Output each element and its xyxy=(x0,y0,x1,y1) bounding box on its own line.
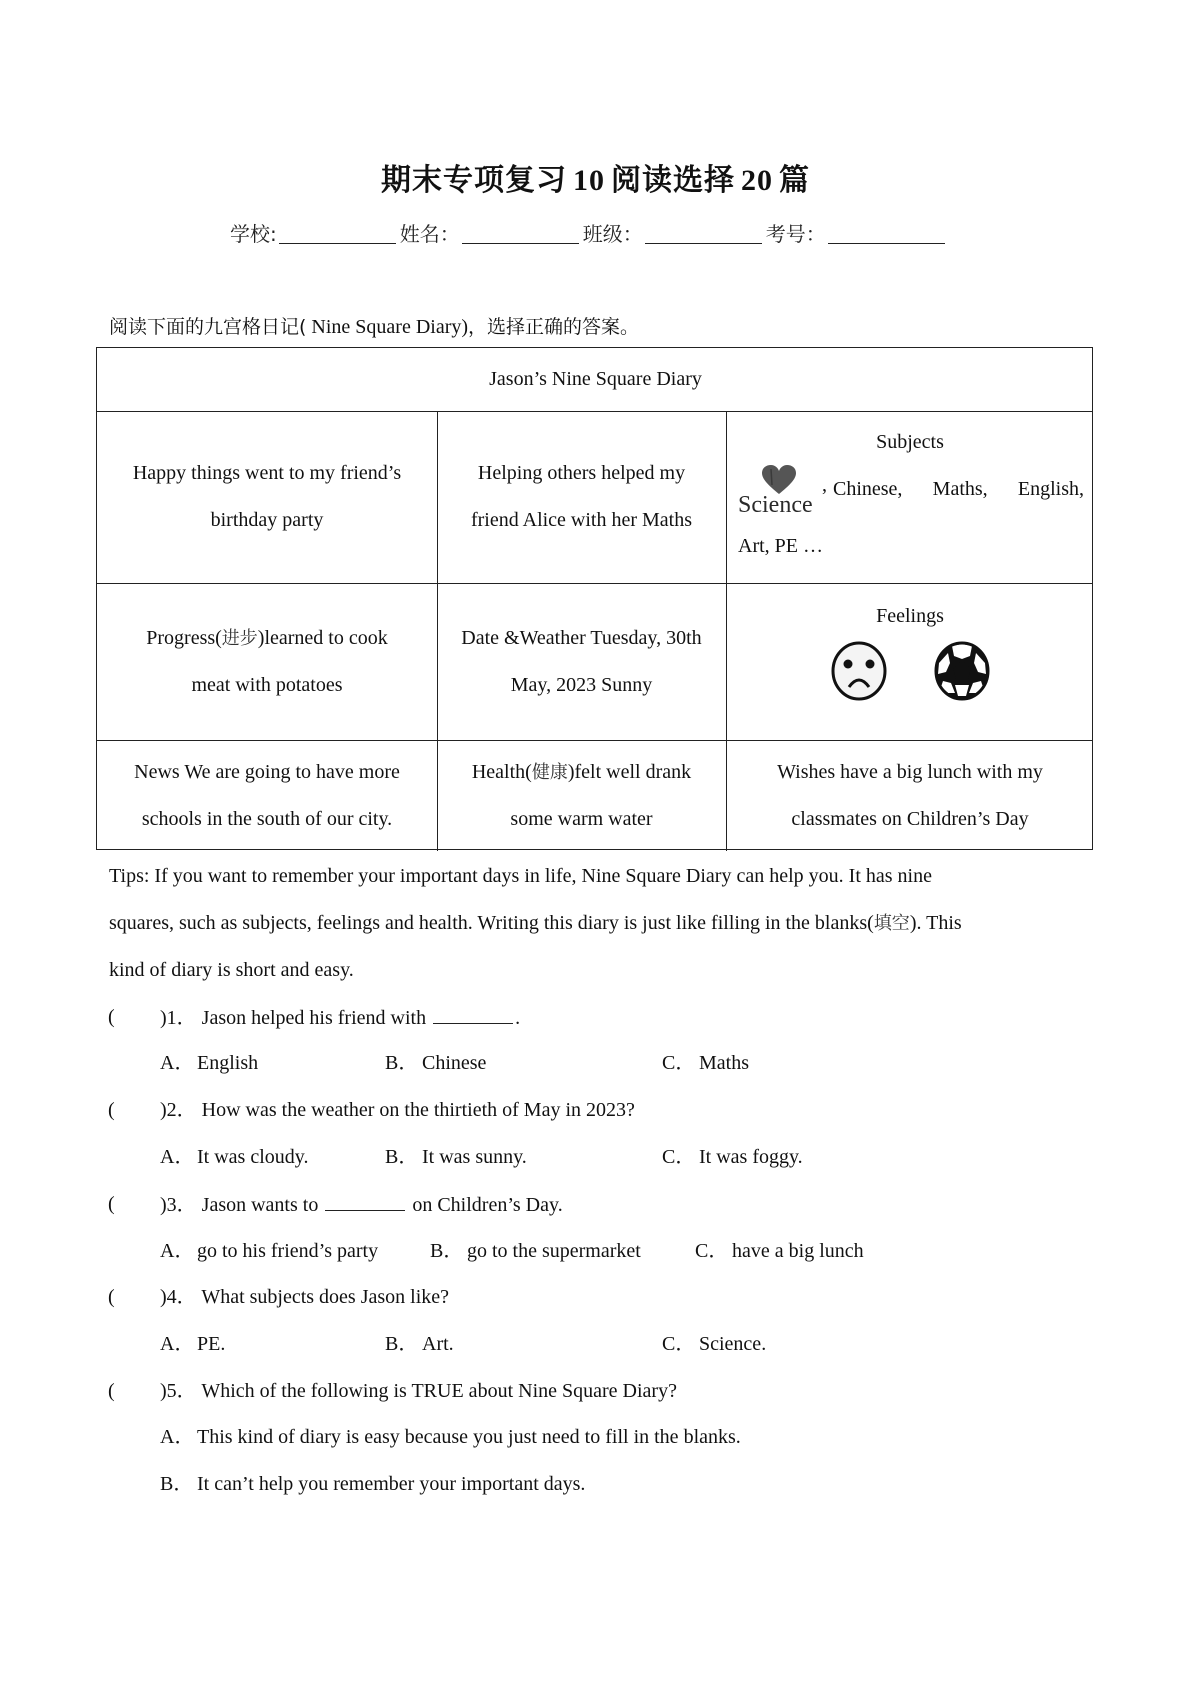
diary-title: Jason’s Nine Square Diary xyxy=(489,368,702,390)
cell-progress xyxy=(97,583,437,740)
question-blank xyxy=(433,1005,513,1024)
other-subjects xyxy=(827,475,1084,517)
q4-option-c[interactable] xyxy=(662,1332,766,1356)
option-letter: A． xyxy=(160,1240,195,1262)
sad-face-icon xyxy=(830,641,888,701)
progress-line1 xyxy=(146,615,388,662)
option-text: Maths xyxy=(699,1052,749,1074)
diary-title-cell xyxy=(97,348,1094,411)
subject-chinese: Chinese, xyxy=(833,478,903,500)
q1-option-b[interactable] xyxy=(385,1051,486,1075)
q5-option-b[interactable] xyxy=(160,1472,585,1496)
cell-helping-others xyxy=(437,411,726,583)
question-5 xyxy=(160,1379,677,1403)
q4-option-a[interactable] xyxy=(160,1332,225,1356)
answer-bracket-4[interactable]: ( xyxy=(108,1286,115,1308)
question-text: Jason wants to xyxy=(201,1194,319,1216)
news-line1: News We are going to have more xyxy=(134,760,400,783)
option-letter: A． xyxy=(160,1146,195,1168)
subjects-heading: Subjects xyxy=(876,431,944,453)
helping-others-line2: friend Alice with her Maths xyxy=(470,509,693,531)
feelings-icons xyxy=(830,641,991,701)
title-text-1: 期末专项复习 xyxy=(381,163,567,198)
option-text: It was sunny. xyxy=(422,1146,527,1168)
tips-line-2-suffix: ). This xyxy=(909,912,962,934)
question-3 xyxy=(160,1192,563,1217)
instruction-prefix: 阅读下面的九宫格日记( xyxy=(109,316,307,338)
q3-option-c[interactable] xyxy=(695,1239,864,1263)
q2-option-b[interactable] xyxy=(385,1145,527,1169)
date-weather-line2: May, 2023 Sunny xyxy=(510,673,653,696)
q2-option-c[interactable] xyxy=(662,1145,803,1169)
cell-feelings xyxy=(726,583,1094,740)
q4-option-b[interactable] xyxy=(385,1332,454,1356)
subjects-comma: , xyxy=(822,474,827,496)
q3-option-b[interactable] xyxy=(430,1239,641,1263)
question-number: )1． xyxy=(160,1007,197,1029)
date-weather-line1: Date &Weather Tuesday, 30th xyxy=(461,626,702,649)
helping-others-line1: Helping others helped my xyxy=(477,462,686,484)
option-text: It was cloudy. xyxy=(197,1146,309,1168)
option-text: have a big lunch xyxy=(732,1240,864,1262)
cell-happy-things xyxy=(97,411,437,583)
instruction-english: Nine Square Diary) xyxy=(306,316,469,338)
title-text-3: 篇 xyxy=(779,163,810,198)
news-line2: schools in the south of our city. xyxy=(141,807,393,830)
favorite-subject-label: Science xyxy=(738,492,813,518)
instruction-suffix: ，选择正确的答案。 xyxy=(468,316,640,338)
option-letter: B． xyxy=(385,1146,419,1168)
q5-option-a[interactable] xyxy=(160,1425,741,1449)
question-number: )4． xyxy=(160,1286,197,1308)
option-text: This kind of diary is easy because you just need to fill in the blanks. xyxy=(197,1426,741,1448)
option-text: It can’t help you remember your important days. xyxy=(197,1473,586,1495)
name-field[interactable] xyxy=(462,223,579,244)
tips-line-2 xyxy=(109,911,962,936)
wishes-line2: classmates on Children’s Day xyxy=(791,807,1029,830)
school-label: 学校: xyxy=(230,222,277,246)
cell-date-weather xyxy=(437,583,726,740)
option-letter: B． xyxy=(160,1473,194,1495)
option-letter: C． xyxy=(662,1333,696,1355)
option-text: Art. xyxy=(422,1333,454,1355)
option-text: go to his friend’s party xyxy=(197,1240,379,1262)
tips-line-1: Tips: If you want to remember your important days in life, Nine Square Diary can help you. It has nine xyxy=(109,865,932,887)
question-text: Jason helped his friend with xyxy=(201,1007,427,1029)
soccer-ball-icon xyxy=(933,641,991,701)
option-letter: A． xyxy=(160,1333,195,1355)
question-text: What subjects does Jason like? xyxy=(201,1286,450,1308)
option-text: It was foggy. xyxy=(699,1146,803,1168)
cell-wishes xyxy=(726,740,1094,851)
question-2 xyxy=(160,1098,635,1122)
health-line1 xyxy=(472,749,691,796)
q1-option-c[interactable] xyxy=(662,1051,749,1075)
class-field[interactable] xyxy=(645,223,762,244)
progress-cjk: 进步 xyxy=(221,627,258,649)
subjects-continued: Art, PE … xyxy=(738,535,823,557)
tips-line-3: kind of diary is short and easy. xyxy=(109,959,354,981)
option-text: Chinese xyxy=(422,1052,487,1074)
subject-maths: Maths, xyxy=(932,478,988,500)
exam-number-label: 考号： xyxy=(765,222,826,246)
answer-bracket-2[interactable]: ( xyxy=(108,1099,115,1121)
progress-line2: meat with potatoes xyxy=(191,673,343,696)
question-text-after: . xyxy=(515,1007,521,1029)
answer-bracket-5[interactable]: ( xyxy=(108,1380,115,1402)
question-text-after: on Children’s Day. xyxy=(412,1194,563,1216)
name-label: 姓名： xyxy=(399,222,460,246)
title-number-2: 20 xyxy=(741,164,773,197)
reading-instruction xyxy=(109,312,639,339)
option-letter: C． xyxy=(695,1240,729,1262)
option-text: go to the supermarket xyxy=(467,1240,641,1262)
subjects-list xyxy=(726,465,1094,517)
class-label: 班级： xyxy=(582,222,643,246)
option-text: Science. xyxy=(699,1333,767,1355)
q3-option-a[interactable] xyxy=(160,1239,378,1263)
question-blank xyxy=(325,1192,405,1211)
option-text: English xyxy=(197,1052,259,1074)
happy-things-line2: birthday party xyxy=(210,509,324,531)
cell-news xyxy=(97,740,437,851)
cell-subjects xyxy=(726,411,1094,583)
question-text: Which of the following is TRUE about Nine Square Diary? xyxy=(201,1380,677,1402)
nine-square-diary-table xyxy=(96,347,1093,850)
wishes-line1: Wishes have a big lunch with my xyxy=(777,760,1043,783)
student-info-fields xyxy=(230,218,949,247)
q1-option-a[interactable] xyxy=(160,1051,258,1075)
page-title xyxy=(0,155,1191,199)
question-text: How was the weather on the thirtieth of May in 2023? xyxy=(201,1099,635,1121)
option-text: PE. xyxy=(197,1333,226,1355)
subject-english: English, xyxy=(1017,478,1084,500)
school-field[interactable] xyxy=(279,223,396,244)
progress-prefix: Progress( xyxy=(146,626,222,649)
option-letter: B． xyxy=(430,1240,464,1262)
tips-line-2-cjk: 填空 xyxy=(873,913,910,934)
progress-suffix: )learned to cook xyxy=(257,626,388,649)
heart-icon xyxy=(762,465,796,495)
happy-things-line1: Happy things went to my friend’s xyxy=(132,462,402,484)
option-letter: B． xyxy=(385,1333,419,1355)
option-letter: A． xyxy=(160,1426,195,1448)
health-line2: some warm water xyxy=(510,807,653,830)
option-letter: C． xyxy=(662,1052,696,1074)
favorite-subject-badge xyxy=(736,465,818,517)
title-number-1: 10 xyxy=(573,164,605,197)
health-suffix: )felt well drank xyxy=(567,760,692,783)
health-cjk: 健康 xyxy=(531,761,568,783)
question-1 xyxy=(160,1005,520,1030)
title-text-2: 阅读选择 xyxy=(611,163,735,198)
health-prefix: Health( xyxy=(471,760,532,783)
question-number: )3． xyxy=(160,1194,197,1216)
q2-option-a[interactable] xyxy=(160,1145,308,1169)
option-letter: C． xyxy=(662,1146,696,1168)
question-4 xyxy=(160,1285,449,1309)
question-number: )2． xyxy=(160,1099,197,1121)
answer-bracket-1[interactable]: ( xyxy=(108,1006,115,1028)
option-letter: B． xyxy=(385,1052,419,1074)
feelings-heading: Feelings xyxy=(876,605,944,627)
question-number: )5． xyxy=(160,1380,197,1402)
exam-number-field[interactable] xyxy=(828,223,945,244)
option-letter: A． xyxy=(160,1052,195,1074)
tips-line-2-prefix: squares, such as subjects, feelings and health. Writing this diary is just like filling in the blanks( xyxy=(109,912,874,934)
cell-health xyxy=(437,740,726,851)
answer-bracket-3[interactable]: ( xyxy=(108,1193,115,1215)
